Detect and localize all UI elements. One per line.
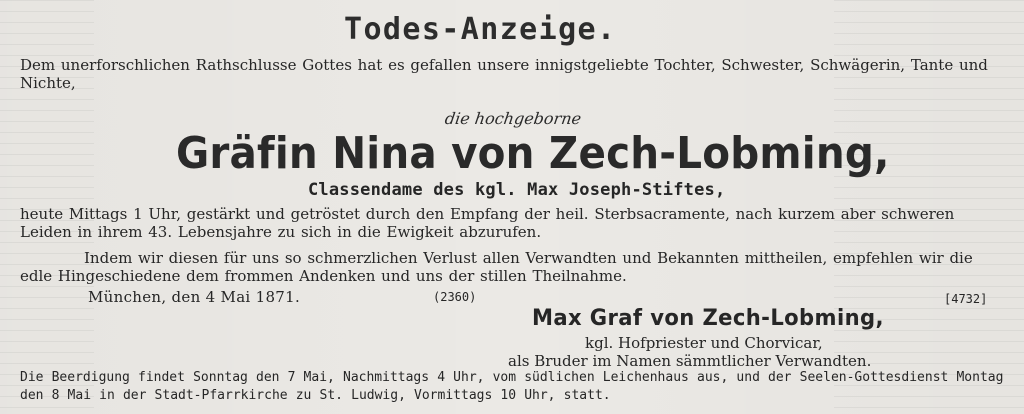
reference-number-left: (2360) bbox=[433, 290, 477, 304]
funeral-details: Die Beerdigung findet Sonntag den 7 Mai, Nachmittags 4 Uhr, vom südlichen Leichenhaus aus, und der Seelen-Gottesdienst Montag den 8 Mai in der Stadt-Pfarrkirche zu St. Ludwig, Vormittags 10 Uhr, statt. bbox=[20, 370, 1004, 403]
body-paragraph-2: Indem wir diesen für uns so schmerzlichen Verlust allen Verwandten und Bekannten mittheilen, empfehlen wir die edle Hingeschiedene dem frommen Andenken und uns der stillen Theilnahme. bbox=[20, 249, 973, 285]
sender-role-1: kgl. Hofpriester und Chorvicar, bbox=[585, 334, 823, 352]
notice-title: Todes-Anzeige. bbox=[344, 12, 617, 47]
die-hochgeborne-line: die hochgeborne bbox=[443, 109, 583, 128]
intro-paragraph: Dem unerforschlichen Rathschlusse Gottes hat es gefallen unsere innigstgeliebte Tochter, Schwester, Schwägerin, Tante und Nichte, bbox=[20, 56, 988, 92]
place-date: München, den 4 Mai 1871. bbox=[88, 288, 301, 306]
body-paragraph-1: heute Mittags 1 Uhr, gestärkt und getröstet durch den Empfang der heil. Sterbsacramente, nach kurzem aber schweren Leiden in ihrem 43. Lebensjahre zu sich in die Ewigkeit abzurufen. bbox=[20, 205, 955, 241]
sender-name: Max Graf von Zech-Lobming, bbox=[532, 306, 884, 331]
deceased-name: Gräfin Nina von Zech-Lobming, bbox=[176, 128, 890, 179]
class-line: Classendame des kgl. Max Joseph-Stiftes, bbox=[308, 180, 726, 200]
reference-number-right: [4732] bbox=[944, 292, 988, 306]
sender-role-2: als Bruder im Namen sämmtlicher Verwandten. bbox=[508, 352, 872, 370]
